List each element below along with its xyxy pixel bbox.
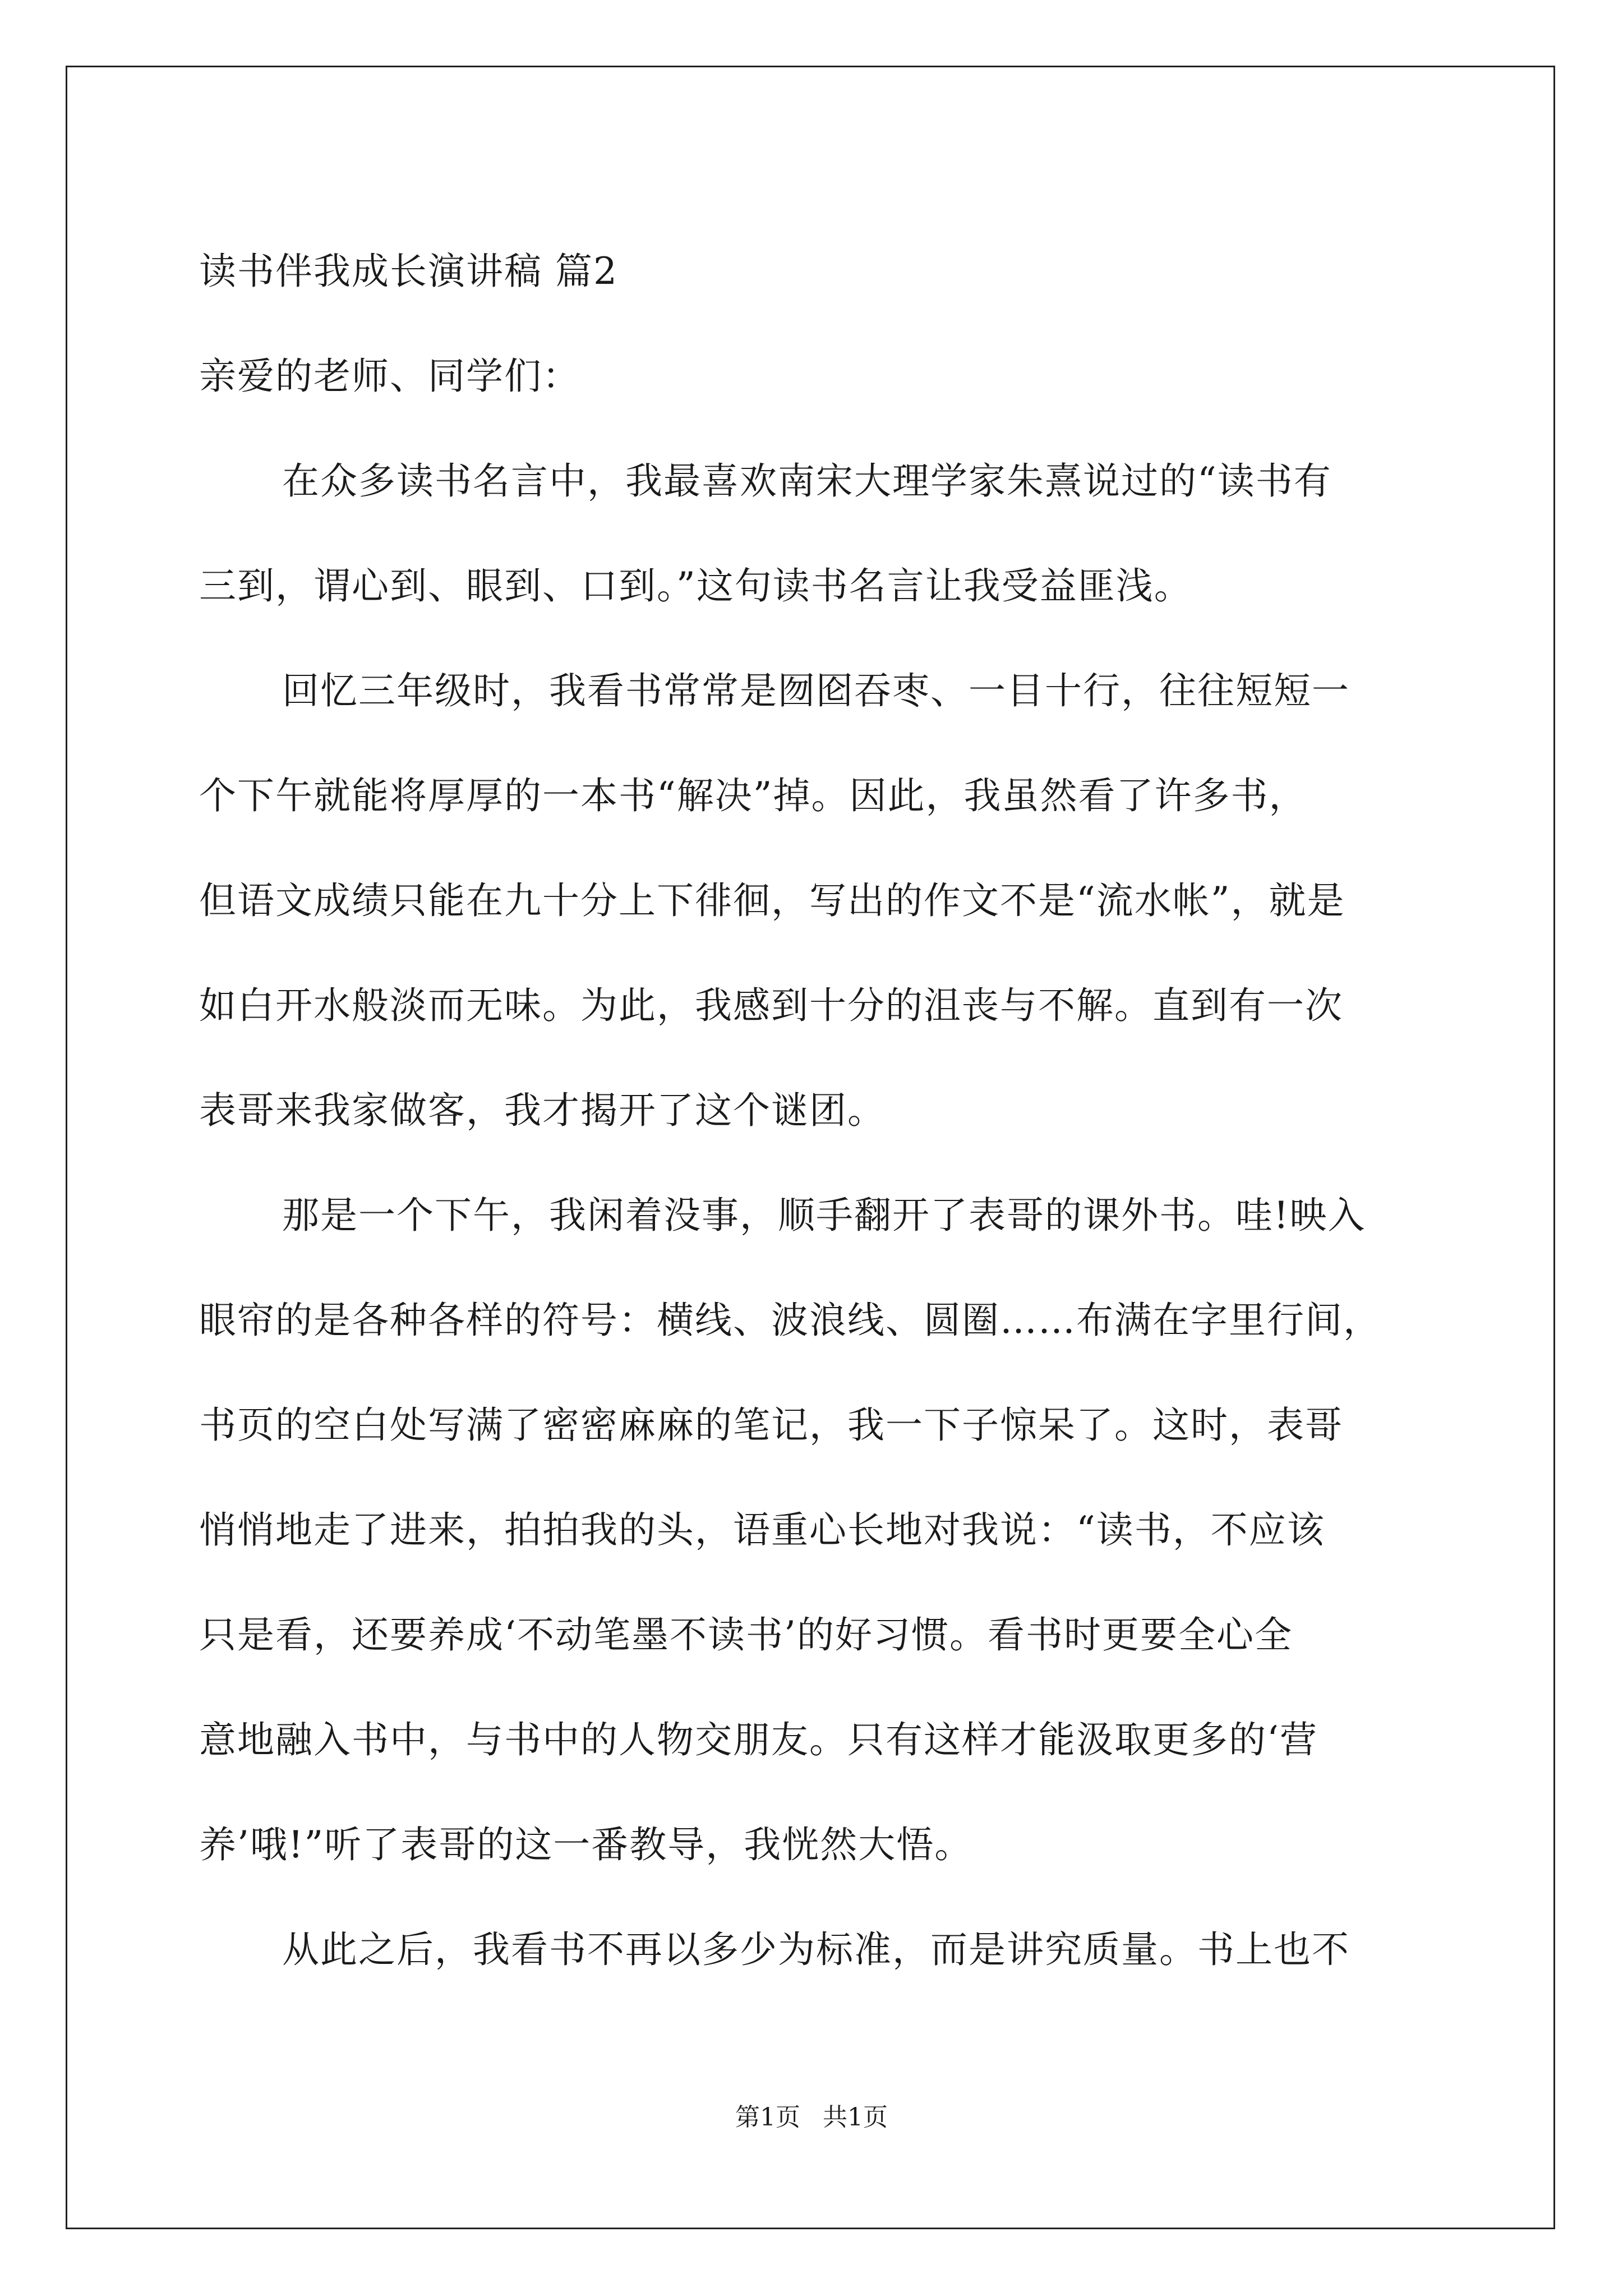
paragraph-line: 从此之后，我看书不再以多少为标准，而是讲究质量。书上也不 (282, 1928, 1350, 1971)
paragraph-line: 那是一个下午，我闲着没事，顺手翻开了表哥的课外书。哇!映入 (282, 1194, 1366, 1237)
paragraph-line: 但语文成绩只能在九十分上下徘徊，写出的作文不是“流水帐”，就是 (199, 879, 1345, 922)
paragraph-line: 悄悄地走了进来，拍拍我的头，语重心长地对我说：“读书，不应该 (199, 1508, 1325, 1552)
paragraph-line: 意地融入书中，与书中的人物交朋友。只有这样才能汲取更多的‘营 (199, 1718, 1318, 1761)
paragraph-line: 只是看，还要养成‘不动笔墨不读书’的好习惯。看书时更要全心全 (199, 1613, 1293, 1657)
paragraph-line: 在众多读书名言中，我最喜欢南宋大理学家朱熹说过的“读书有 (282, 459, 1332, 503)
document-title: 读书伴我成长演讲稿 篇2 (199, 250, 618, 293)
page-footer (0, 2101, 1623, 2134)
page-number: 第1页 (735, 2103, 800, 2132)
paragraph-line: 书页的空白处写满了密密麻麻的笔记，我一下子惊呆了。这时，表哥 (199, 1404, 1343, 1447)
document-body (199, 219, 1433, 2002)
paragraph-line: 个下午就能将厚厚的一本书“解决”掉。因此，我虽然看了许多书， (199, 774, 1307, 817)
salutation: 亲爱的老师、同学们： (199, 355, 580, 398)
paragraph-line: 三到，谓心到、眼到、口到。”这句读书名言让我受益匪浅。 (199, 564, 1192, 608)
paragraph-line: 如白开水般淡而无味。为此，我感到十分的沮丧与不解。直到有一次 (199, 984, 1343, 1027)
paragraph-line: 表哥来我家做客，我才揭开了这个谜团。 (199, 1089, 886, 1132)
paragraph-line: 眼帘的是各种各样的符号：横线、波浪线、圆圈……布满在字里行间， (199, 1299, 1381, 1342)
paragraph-line: 回忆三年级时，我看书常常是囫囵吞枣、一目十行，往往短短一 (282, 669, 1350, 712)
page-total: 共1页 (823, 2103, 888, 2132)
paragraph-line: 养’哦!”听了表哥的这一番教导，我恍然大悟。 (199, 1823, 973, 1866)
